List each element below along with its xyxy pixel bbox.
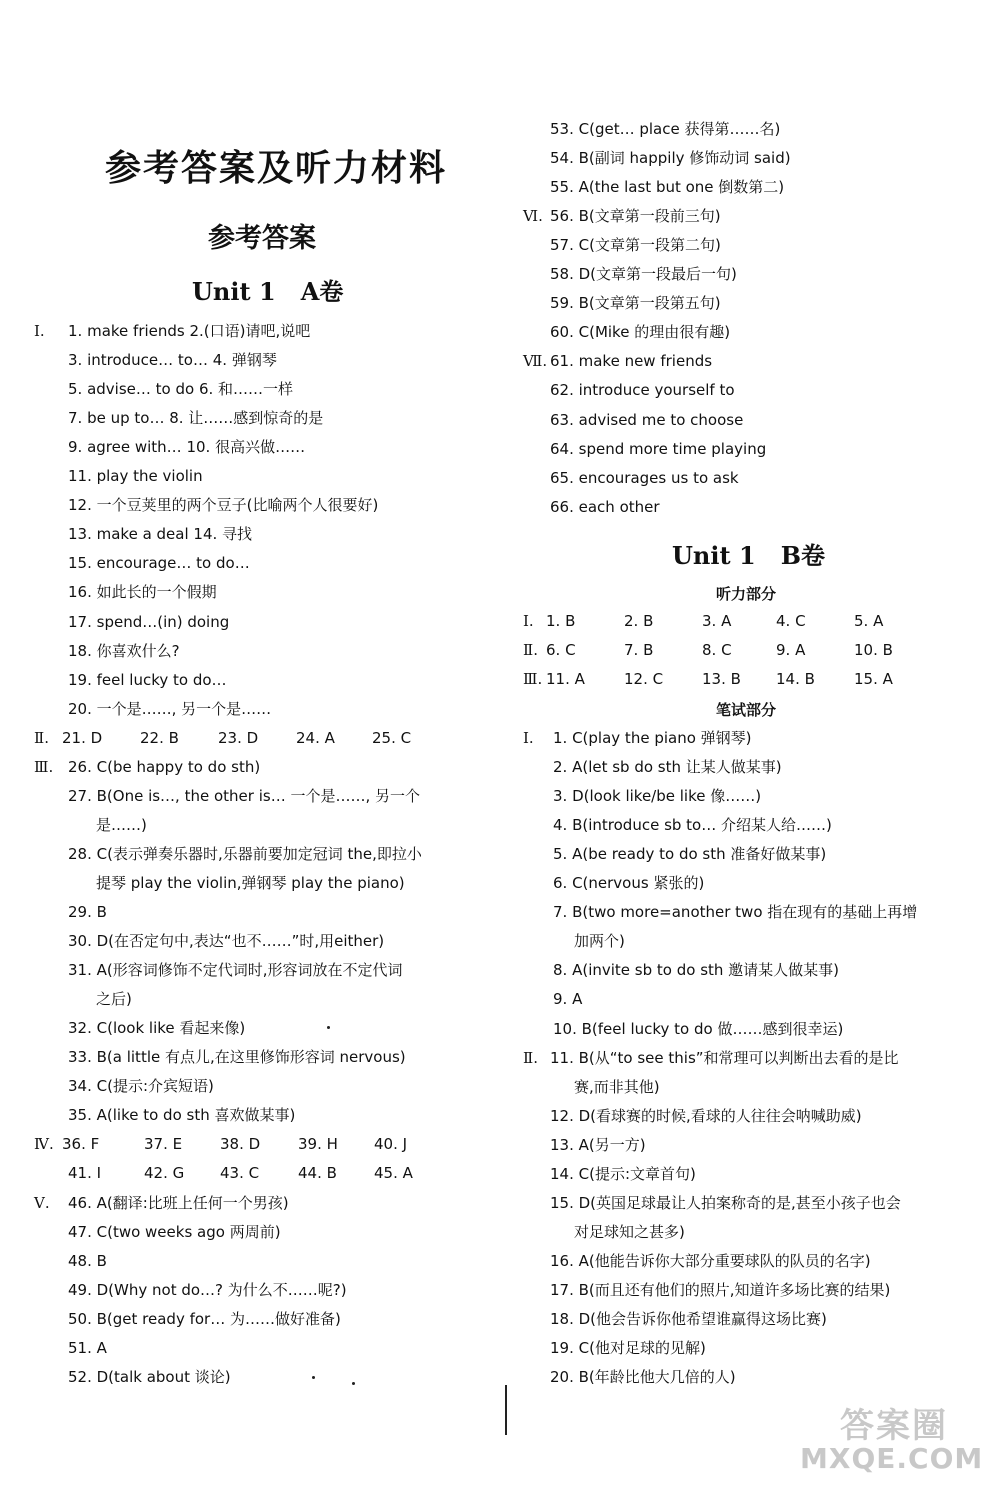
answer-line: 5. advise… to do 6. 和……一样 — [68, 380, 294, 399]
answer-line: 10. B(feel lucky to do 做……感到很幸运) — [553, 1019, 844, 1038]
section-marker: Ⅰ. — [34, 322, 45, 340]
answer-line: 49. D(Why not do…? 为什么不……呢?) — [68, 1280, 347, 1299]
answer-line: 19. C(他对足球的见解) — [550, 1339, 706, 1358]
answer-line: 26. C(be happy to do sth) — [68, 757, 261, 776]
answer-line: 29. B — [68, 903, 107, 921]
answer-line: 60. C(Mike 的理由很有趣) — [550, 323, 731, 342]
answer-line: 32. C(look like 看起来像) — [68, 1019, 246, 1038]
answer-line: 64. spend more time playing — [550, 439, 767, 458]
answer-cell: 40. J — [374, 1135, 408, 1154]
page-title: 参考答案及听力材料 — [105, 148, 448, 189]
column-divider-mark — [505, 1385, 507, 1435]
answer-line: 11. B(从“to see this”和常理可以判断出去看的是比 — [550, 1048, 899, 1067]
listening-heading: 听力部分 — [716, 585, 777, 603]
answer-line: 27. B(One is…, the other is… 一个是……, 另一个 — [68, 786, 420, 805]
section-marker: Ⅱ. — [523, 1048, 538, 1067]
answer-line: 11. play the violin — [68, 467, 203, 486]
answer-line: 6. C(nervous 紧张的) — [553, 874, 705, 893]
answer-line: 59. B(文章第一段第五句) — [550, 294, 721, 313]
answer-cell: 24. A — [296, 728, 335, 747]
answer-cell: 21. D — [62, 728, 103, 747]
answer-line: 赛,而非其他) — [574, 1077, 660, 1096]
answer-line: 30. D(在否定句中,表达“也不……”时,用either) — [68, 932, 385, 951]
answer-cell: 38. D — [220, 1135, 261, 1154]
answer-line: 35. A(like to do sth 喜欢做某事) — [68, 1106, 296, 1125]
answer-line: 13. A(另一方) — [550, 1135, 646, 1154]
answer-cell: 45. A — [374, 1164, 413, 1183]
answer-line: 48. B — [68, 1251, 107, 1270]
answer-line: 62. introduce yourself to — [550, 381, 735, 400]
answer-cell: 8. C — [702, 641, 732, 660]
answer-line: 8. A(invite sb to do sth 邀请某人做某事) — [553, 961, 840, 980]
answer-line: 9. agree with… 10. 很高兴做…… — [68, 438, 306, 457]
answer-line: 12. 一个豆荚里的两个豆子(比喻两个人很要好) — [68, 496, 379, 515]
written-heading: 笔试部分 — [716, 701, 777, 719]
answer-cell: 15. A — [854, 670, 893, 689]
answer-cell: 2. B — [624, 612, 654, 630]
answer-cell: 41. I — [68, 1164, 102, 1183]
answer-line: 17. spend…(in) doing — [68, 612, 230, 631]
answer-cell: 43. C — [220, 1164, 260, 1183]
section-marker: Ⅴ. — [34, 1193, 50, 1212]
answer-cell: 9. A — [776, 641, 806, 660]
answer-cell: 23. D — [218, 728, 259, 747]
answer-line: 63. advised me to choose — [550, 410, 744, 429]
answer-line: 13. make a deal 14. 寻找 — [68, 525, 253, 544]
section-marker: Ⅶ. — [523, 352, 548, 371]
answer-line: 50. B(get ready for… 为……做好准备) — [68, 1309, 341, 1328]
answer-cell: 25. C — [372, 728, 412, 747]
section-marker: Ⅲ. — [34, 757, 54, 776]
answer-line: 53. C(get… place 获得第……名) — [550, 120, 781, 138]
answer-line: 之后) — [96, 990, 132, 1009]
answer-line: 5. A(be ready to do sth 准备好做某事) — [553, 845, 827, 864]
answer-line: 20. B(年龄比他大几倍的人) — [550, 1368, 736, 1387]
answer-line: 33. B(a little 有点儿,在这里修饰形容词 nervous) — [68, 1048, 406, 1067]
answer-line: 47. C(two weeks ago 两周前) — [68, 1222, 281, 1241]
answer-cell: 10. B — [854, 641, 893, 660]
answer-line: 加两个) — [574, 932, 625, 951]
watermark-logo — [800, 1398, 990, 1478]
answer-line: 65. encourages us to ask — [550, 468, 739, 487]
answer-cell: 7. B — [624, 641, 654, 660]
answer-line: 4. B(introduce sb to… 介绍某人给……) — [553, 816, 832, 835]
answer-line: 54. B(副词 happily 修饰动词 said) — [550, 149, 791, 168]
answer-cell: 1. B — [546, 612, 576, 630]
stray-mark — [327, 1026, 330, 1029]
answer-line: 51. A — [68, 1338, 107, 1357]
answer-cell: 39. H — [298, 1135, 338, 1154]
answer-line: 1. C(play the piano 弹钢琴) — [553, 729, 752, 747]
answer-line: 55. A(the last but one 倒数第二) — [550, 178, 785, 197]
answer-line: 52. D(talk about 谈论) — [68, 1367, 231, 1386]
answer-line: 3. introduce… to… 4. 弹钢琴 — [68, 351, 277, 370]
answer-line: 57. C(文章第一段第二句) — [550, 236, 721, 255]
answer-line: 14. C(提示:文章首句) — [550, 1164, 696, 1183]
answer-line: 7. be up to… 8. 让……感到惊奇的是 — [68, 409, 324, 428]
answer-cell: 4. C — [776, 612, 806, 630]
answer-cell: 12. C — [624, 670, 664, 689]
answer-cell: 5. A — [854, 612, 884, 630]
section-marker: Ⅳ. — [34, 1135, 54, 1154]
section-marker: Ⅱ. — [523, 641, 538, 660]
answer-line: 16. 如此长的一个假期 — [68, 583, 217, 602]
section-marker: Ⅲ. — [523, 670, 543, 689]
answer-cell: 13. B — [702, 670, 741, 689]
answer-line: 1. make friends 2.(口语)请吧,说吧 — [68, 322, 311, 340]
answer-line: 19. feel lucky to do… — [68, 670, 227, 689]
answer-cell: 11. A — [546, 670, 585, 689]
answer-line: 18. 你喜欢什么? — [68, 641, 180, 660]
answer-line: 提琴 play the violin,弹钢琴 play the piano) — [96, 873, 405, 892]
section-marker: Ⅵ. — [523, 207, 543, 226]
answer-line: 31. A(形容词修饰不定代词时,形容词放在不定代词 — [68, 961, 403, 980]
answer-cell: 14. B — [776, 670, 815, 689]
answer-line: 对足球知之甚多) — [574, 1222, 685, 1241]
answer-line: 9. A — [553, 990, 583, 1009]
answer-line: 7. B(two more=another two 指在现有的基础上再增 — [553, 903, 918, 922]
section-marker: Ⅱ. — [34, 728, 49, 747]
unit-a-title: Unit 1 A卷 — [192, 277, 344, 306]
section-marker: Ⅰ. — [523, 729, 534, 747]
answer-line: 16. A(他能告诉你大部分重要球队的队员的名字) — [550, 1251, 871, 1270]
answer-cell: 22. B — [140, 728, 179, 747]
section-marker: Ⅰ. — [523, 612, 534, 630]
answer-line: 18. D(他会告诉你他希望谁赢得这场比赛) — [550, 1310, 827, 1328]
answer-line: 2. A(let sb do sth 让某人做某事) — [553, 758, 782, 777]
answer-line: 3. D(look like/be like 像……) — [553, 787, 762, 806]
answer-cell: 36. F — [62, 1135, 100, 1154]
watermark-en-text: MXQE.COM — [800, 1442, 984, 1475]
answer-line: 17. B(而且还有他们的照片,知道许多场比赛的结果) — [550, 1280, 891, 1299]
answer-line: 12. D(看球赛的时候,看球的人往往会呐喊助威) — [550, 1106, 862, 1125]
answer-cell: 3. A — [702, 612, 732, 630]
answer-cell: 44. B — [298, 1164, 337, 1183]
answer-line: 58. D(文章第一段最后一句) — [550, 265, 737, 284]
answer-cell: 37. E — [144, 1135, 183, 1154]
answer-line: 46. A(翻译:比班上任何一个男孩) — [68, 1193, 289, 1212]
answer-cell: 42. G — [144, 1164, 185, 1183]
section-title-answers: 参考答案 — [208, 223, 316, 254]
answer-line: 是……) — [96, 815, 147, 834]
answer-line: 61. make new friends — [550, 352, 713, 371]
stray-mark — [352, 1382, 355, 1385]
answer-line: 20. 一个是……, 另一个是…… — [68, 699, 272, 718]
watermark-cn-text: 答案圈 — [840, 1406, 948, 1446]
stray-mark — [312, 1376, 315, 1379]
answer-line: 34. C(提示:介宾短语) — [68, 1077, 214, 1096]
unit-b-title: Unit 1 B卷 — [672, 541, 825, 570]
answer-line: 15. encourage… to do… — [68, 554, 250, 573]
answer-cell: 6. C — [546, 641, 576, 660]
answer-line: 56. B(文章第一段前三句) — [550, 207, 721, 226]
answer-line: 15. D(英国足球最让人拍案称奇的是,甚至小孩子也会 — [550, 1193, 901, 1212]
answer-line: 28. C(表示弹奏乐器时,乐器前要加定冠词 the,即拉小 — [68, 844, 422, 863]
answer-line: 66. each other — [550, 497, 660, 516]
